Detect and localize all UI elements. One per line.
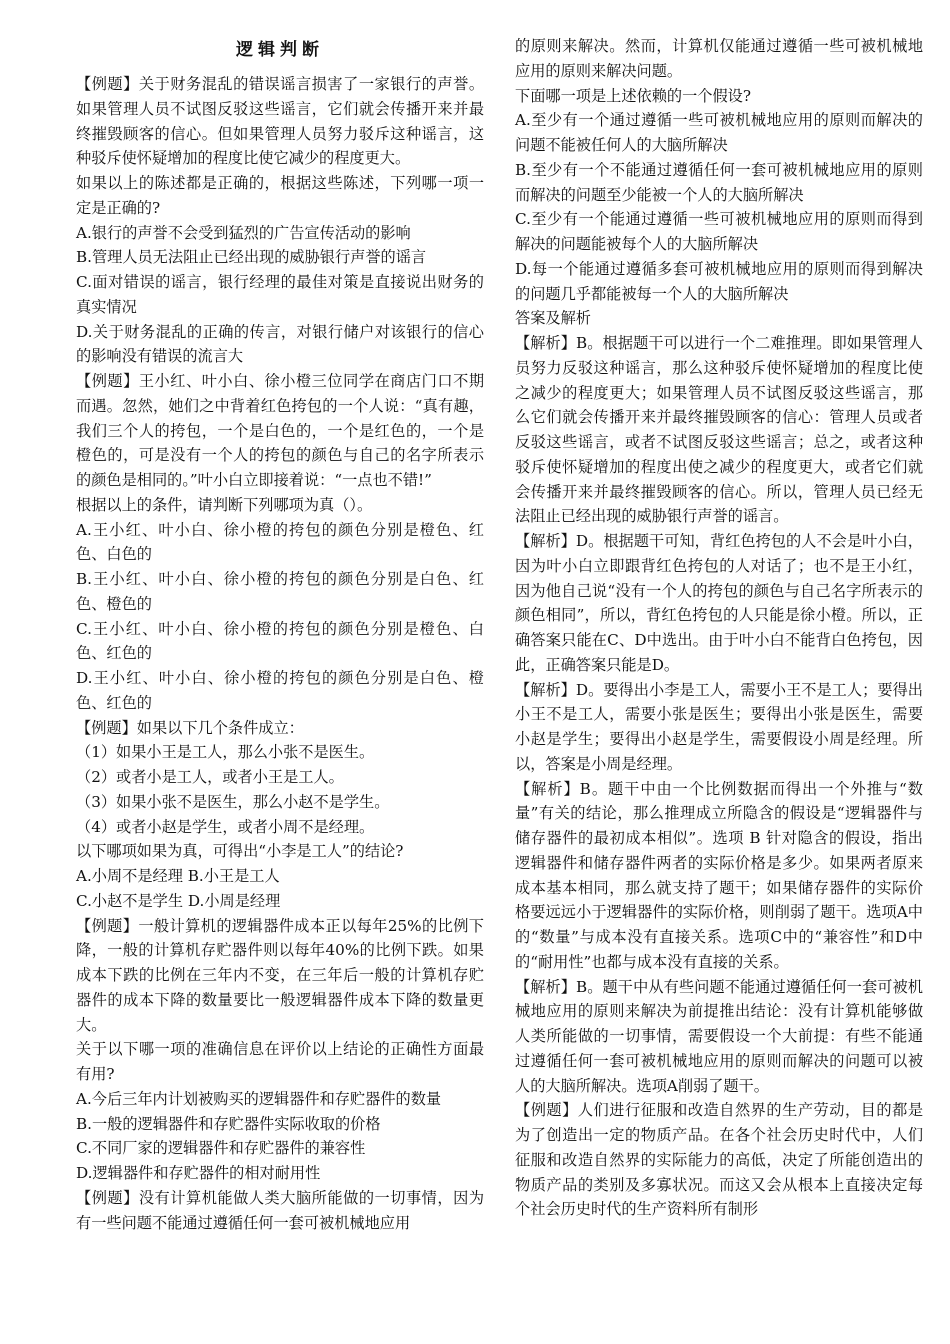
option: D.逻辑器件和存贮器件的相对耐用性 bbox=[76, 1164, 321, 1182]
condition: （4）或者小赵是学生，或者小周不是经理。 bbox=[76, 817, 375, 836]
paragraph: 关于以下哪一项的准确信息在评价以上结论的正确性方面最有用? bbox=[76, 1040, 484, 1083]
paragraph: 如果以上的陈述都是正确的，根据这些陈述，下列哪一项一定是正确的? bbox=[76, 174, 484, 217]
paragraph: 下面哪一项是上述依赖的一个假设? bbox=[515, 86, 751, 105]
option: B.至少有一个不能通过遵循任何一套可被机械地应用的原则而解决的问题至少能被一个人的大脑所解决 bbox=[515, 160, 923, 204]
option: D.关于财务混乱的正确的传言，对银行储户对该银行的信心的影响没有错误的流言大 bbox=[76, 322, 484, 366]
explanation: 【解析】B。题干中由一个比例数据而得出一个外推与“数量”有关的结论，那么推理成立所隐含的假设是“逻辑器件与储存器件的最初成本相似”。选项 B 针对隐含的假设，指出逻辑器件和储存器件两者的实际价格是多少。如果两者原来成本基本相同，那么就支持了题干；如果储存器件的实际价格要远远小于逻辑器件的实际价格，则削弱了题干。选项A中的“数量”与成本没有直接关系。选项C中的“兼容性”和D中的“耐用性”也都与成本没有直接的关系。 bbox=[515, 779, 923, 971]
paragraph: 【例题】人们进行征服和改造自然界的生产劳动，目的都是为了创造出一定的物质产品。在各个社会历史时代中，人们征服和改造自然界的实际能力的高低，决定了所能创造出的物质产品的类别及多寡状况。而这又会从根本上直接决定每个社会历史时代的生产资料所有制形 bbox=[515, 1101, 923, 1219]
option: C.不同厂家的逻辑器件和存贮器件的兼容性 bbox=[76, 1139, 366, 1158]
option: B.一般的逻辑器件和存贮器件实际收取的价格 bbox=[76, 1114, 381, 1133]
section-heading: 答案及解析 bbox=[515, 309, 591, 328]
explanation: 【解析】D。要得出小李是工人，需要小王不是工人；要得出小王不是工人，需要小张是医生；要得出小张是医生，需要小赵是学生；要得出小赵是学生，需要假设小周是经理。所以，答案是小周是经理。 bbox=[515, 680, 923, 773]
option: A.小周不是经理 B.小王是工人 bbox=[76, 867, 280, 885]
option: A.王小红、叶小白、徐小橙的挎包的颜色分别是橙色、红色、白色的 bbox=[76, 520, 484, 564]
paragraph: 【例题】如果以下几个条件成立： bbox=[76, 718, 304, 737]
option: C.王小红、叶小白、徐小橙的挎包的颜色分别是橙色、白色、红色的 bbox=[76, 619, 484, 663]
condition: （3）如果小张不是医生，那么小赵不是学生。 bbox=[76, 792, 390, 811]
paragraph: 的原则来解决。然而，计算机仅能通过遵循一些可被机械地应用的原则来解决问题。 bbox=[515, 37, 923, 80]
option: C.面对错误的谣言，银行经理的最佳对策是直接说出财务的真实情况 bbox=[76, 273, 484, 316]
paragraph: 【例题】关于财务混乱的错误谣言损害了一家银行的声誉。如果管理人员不试图反驳这些谣言，它们就会传播开来并最终摧毁顾客的信心。但如果管理人员努力驳斥这种谣言，这种驳斥使怀疑增加的程度比使它减少的程度更大。 bbox=[76, 75, 484, 168]
option: B.王小红、叶小白、徐小橙的挎包的颜色分别是白色、红色、橙色的 bbox=[76, 570, 484, 613]
option: D.王小红、叶小白、徐小橙的挎包的颜色分别是白色、橙色、红色的 bbox=[76, 669, 484, 712]
paragraph: 【例题】没有计算机能做人类大脑所能做的一切事情，因为有一些问题不能通过遵循任何一套可被机械地应用 bbox=[76, 1188, 484, 1232]
paragraph: 【例题】王小红、叶小白、徐小橙三位同学在商店门口不期而遇。忽然，她们之中背着红色挎包的一个人说：“真有趣，我们三个人的挎包，一个是白色的，一个是红色的，一个是橙色的，可是没有一个人的挎包的颜色与自己的名字所表示的颜色是相同的。”叶小白立即接着说：“一点也不错!” bbox=[76, 372, 484, 489]
paragraph: 【例题】一般计算机的逻辑器件成本正以每年25%的比例下降，一般的计算机存贮器件则以每年40%的比例下跌。如果成本下跌的比例在三年内不变，在三年后一般的计算机存贮器件的成本下降的数量要比一般逻辑器件成本下降的数量更大。 bbox=[76, 916, 484, 1034]
page-title: 逻辑判断 bbox=[236, 40, 324, 60]
paragraph: 以下哪项如果为真，可得出“小李是工人”的结论? bbox=[76, 842, 404, 861]
option: A.今后三年内计划被购买的逻辑器件和存贮器件的数量 bbox=[76, 1089, 442, 1108]
option: B.管理人员无法阻止已经出现的威胁银行声誉的谣言 bbox=[76, 248, 427, 267]
option: C.至少有一个能通过遵循一些可被机械地应用的原则而得到解决的问题能被每个人的大脑所解决 bbox=[515, 210, 923, 253]
condition: （2）或者小是工人，或者小王是工人。 bbox=[76, 768, 344, 786]
explanation: 【解析】D。根据题干可知，背红色挎包的人不会是叶小白，因为叶小白立即跟背红色挎包的人对话了；也不是王小红，因为他自己说“没有一个人的挎包的颜色与自己名字所表示的颜色相同”，所以，背红色挎包的人只能是徐小橙。所以，正确答案只能在C、D中选出。由于叶小白不能背白色挎包，因此，正确答案只能是D。 bbox=[515, 532, 923, 674]
option: C.小赵不是学生 D.小周是经理 bbox=[76, 891, 281, 910]
explanation: 【解析】B。根据题干可以进行一个二难推理。即如果管理人员努力反驳这种谣言，那么这种驳斥使怀疑增加的程度比使之减少的程度更大；如果管理人员不试图反驳这些谣言，那么它们就会传播开来并最终摧毁顾客的信心：管理人员或者反驳这些谣言，或者不试图反驳这些谣言；总之，或者这种驳斥使怀疑增加的程度出使之减少的程度更大，或者它们就会传播开来并最终摧毁顾客的信心。所以，管理人员已经无法阻止已经出现的威胁银行声誉的谣言。 bbox=[515, 334, 923, 526]
paragraph: 根据以上的条件，请判断下列哪项为真（）。 bbox=[76, 495, 373, 514]
explanation: 【解析】B。题干中从有些问题不能通过遵循任何一套可被机械地应用的原则来解决为前提推出结论：没有计算机能够做人类所能做的一切事情，需要假设一个大前提：有些不能通过遵循任何一套可被机械地应用的原则而解决的问题可以被人的大脑所解决。选项A削弱了题干。 bbox=[515, 977, 923, 1095]
condition: （1）如果小王是工人，那么小张不是医生。 bbox=[76, 743, 375, 762]
option: A.至少有一个通过遵循一些可被机械地应用的原则而解决的问题不能被任何人的大脑所解决 bbox=[515, 111, 923, 154]
right-column bbox=[515, 34, 923, 1222]
left-column bbox=[76, 34, 484, 1235]
option: D.每一个能通过遵循多套可被机械地应用的原则而得到解决的问题几乎都能被每一个人的大脑所解决 bbox=[515, 259, 923, 303]
option: A.银行的声誉不会受到猛烈的广告宣传活动的影响 bbox=[76, 223, 411, 242]
